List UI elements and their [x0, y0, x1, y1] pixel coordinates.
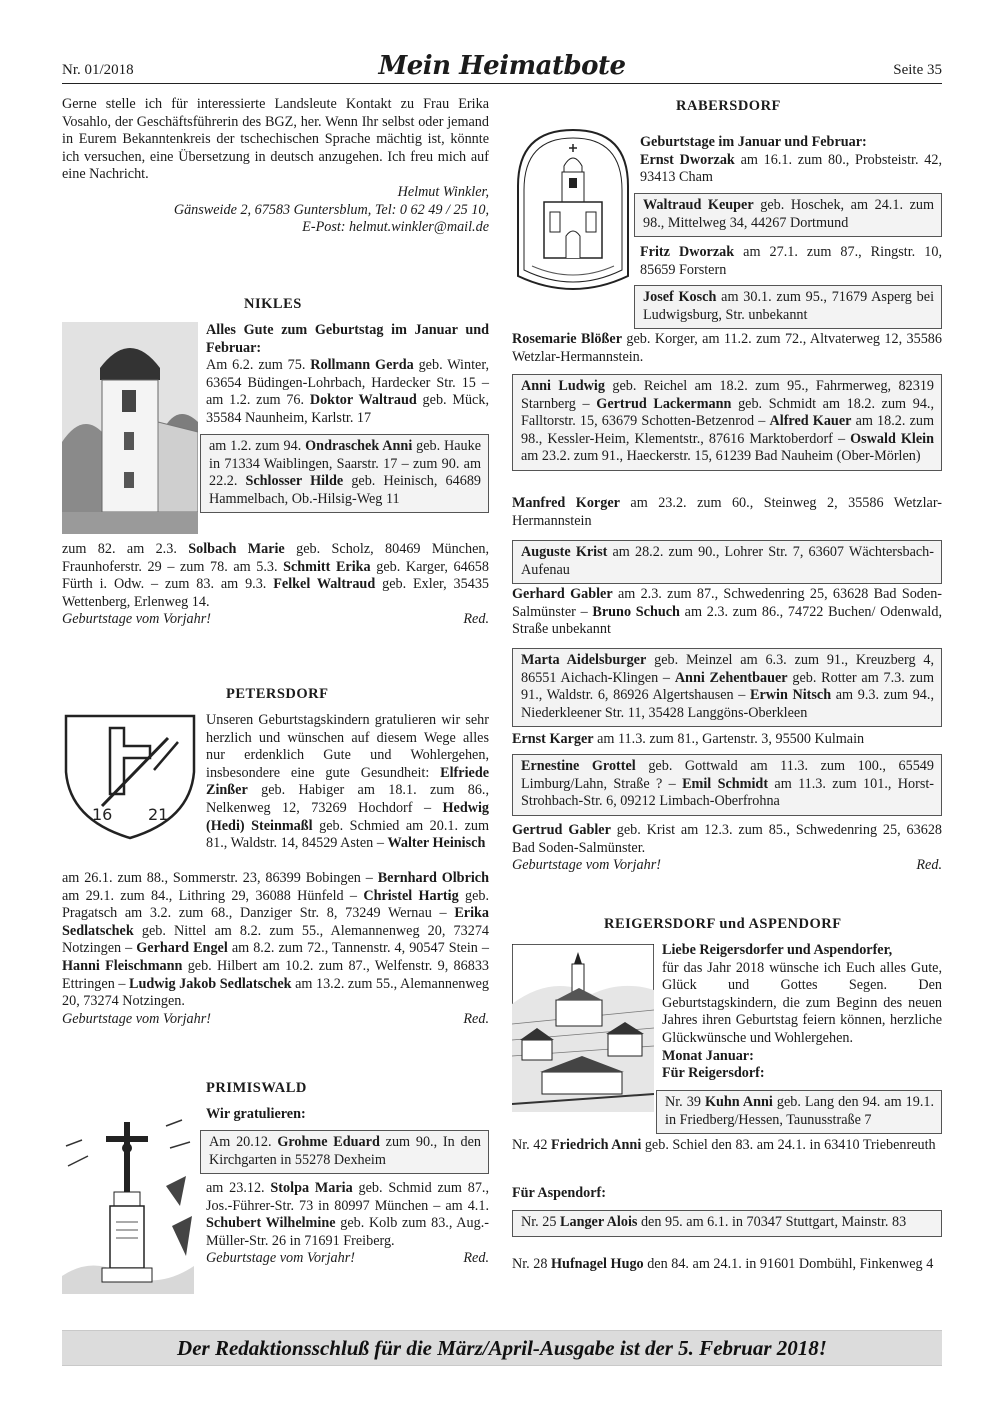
rabersdorf-text: am 9.3. zum 94., Niederkleener Str. 11, 35428 Langgöns-Oberkleen [521, 687, 934, 721]
intro-text: Gerne stelle ich für interessierte Landsleute Kontakt zu Frau Erika Vosahlo, der Geschäftsführerin des BGZ, her. Wenn Ihr selbst oder jemand in Eurem Bekanntenkreis der tschechischen Sprache mächtig ist, könnte ich versuchen, eine Übersetzung in deutsch anzugehen. Ich freu mich auf eine Nachricht. [62, 96, 489, 183]
nikles-name: Rollmann Gerda [310, 357, 414, 374]
primiswald-text: am 23.12. [206, 1180, 265, 1196]
rabersdorf-box-ludwig [512, 374, 942, 471]
rabersdorf-note: Geburtstage vom Vorjahr! [512, 857, 661, 874]
aspendorf-name: Hufnagel Hugo [551, 1256, 644, 1272]
reigersdorf-name: Kuhn Anni [704, 1094, 773, 1110]
reigersdorf-for-aspendorf-wrap [512, 1185, 942, 1203]
petersdorf-text: am 13.2. zum 55., Alemannenweg 20, 73274 Notzingen. [62, 975, 490, 1010]
reigersdorf-text: geb. Lang den 94. am 19.1. in Friedberg/Hessen, Taunusstraße 7 [665, 1094, 935, 1128]
aspendorf-name: Langer Alois [560, 1214, 638, 1230]
rabersdorf-gabler-gertrud [512, 822, 942, 875]
primiswald-name: Schubert Wilhelmine [206, 1215, 336, 1232]
rabersdorf-text: geb. Korger, am 11.2. zum 72., Altvaterweg 12, 35586 Wetzlar-Hermannstein. [512, 331, 942, 365]
rabersdorf-bloesser [512, 331, 942, 366]
petersdorf-text: am 8.2. zum 72., Tannenstr. 4, 90547 Stein – [231, 940, 490, 957]
reigersdorf-heading: Liebe Reigersdorfer und Aspendorfer, [662, 942, 893, 958]
rabersdorf-text: am 16.1. zum 80., Probsteistr. 42, 93413 Cham [640, 151, 943, 186]
rabersdorf-text: geb. Hoschek, am 24.1. zum 98., Mittelweg 34, 44267 Dortmund [643, 197, 935, 231]
aspendorf-box-langer [512, 1210, 942, 1237]
primiswald-name: Stolpa Maria [270, 1180, 353, 1196]
reigersdorf-name: Friedrich Anni [551, 1137, 642, 1153]
rabersdorf-name: Gerhard Gabler [512, 586, 613, 602]
nikles-heading: Alles Gute zum Geburtstag im Januar und Februar: [206, 322, 489, 356]
nikles-name: Felkel Waltraud [273, 576, 376, 593]
rabersdorf-text: am 27.1. zum 87., Ringstr. 10, 85659 Forstern [640, 244, 942, 278]
petersdorf-text: geb. Schmied am 20.1. zum 81., Waldstr. 14, 84529 Asten – [206, 817, 489, 852]
petersdorf-text: Unseren Geburtstagskindern gratulieren wir sehr herzlich und wünschen auf diesem Wege alles nur erdenklich Gute und Wohlergehen, insbesondere eine gute Gesundheit: [206, 712, 489, 781]
rabersdorf-name: Erwin Nitsch [750, 687, 832, 704]
primiswald-name: Grohme Eduard [277, 1134, 380, 1150]
rabersdorf-text: am 2.3. zum 87., Schwedenring 25, 63628 Bad Soden-Salmünster – [512, 586, 943, 620]
rabersdorf-name: Ernst Karger [512, 731, 594, 747]
nikles-text: geb. Karger, 64658 Fürth i. Odw. – zum 83. am 9.3. [62, 558, 489, 593]
nikles-name: Ondraschek Anni [305, 438, 413, 454]
nikles-text: Am 6.2. zum 75. [206, 357, 306, 374]
wayside-cross-drawing [62, 1106, 194, 1294]
rabersdorf-editor: Red. [916, 857, 942, 874]
petersdorf-text: geb. Hilbert am 10.2. zum 87., Welfenstr. 9, 86833 Ettringen – [62, 957, 490, 992]
page-number: Seite 35 [893, 62, 942, 78]
rabersdorf-name: Anni Ludwig [521, 378, 605, 394]
section-title-rabersdorf: RABERSDORF [676, 98, 781, 114]
rabersdorf-text: am 18.2. zum 98., Kessler-Heim, Klementstr., 87616 Marktoberdorf – [521, 413, 935, 447]
reigersdorf-month: Monat Januar: [662, 1047, 754, 1064]
section-title-primiswald: PRIMISWALD [206, 1080, 307, 1096]
intro-signature-address: Gänsweide 2, 67583 Guntersblum, Tel: 0 62 49 / 25 10, [173, 201, 489, 218]
rabersdorf-name: Fritz Dworzak [640, 244, 735, 260]
petersdorf-intro [206, 712, 489, 853]
rabersdorf-text: geb. Gottwald am 11.3. zum 100., 65549 Limburg/Lahn, Straße ? – [521, 758, 934, 792]
nikles-text: geb. Exler, 35435 Wettenberg, Erlenweg 14. [62, 576, 490, 610]
rabersdorf-name: Ernst Dworzak [640, 151, 735, 168]
nikles-text: geb. Mück, 35584 Naunheim, Karlstr. 17 [206, 392, 489, 426]
nikles-name: Doktor Waltraud [309, 392, 417, 409]
rabersdorf-text: am 11.3. zum 81., Gartenstr. 3, 95500 Kulmain [597, 731, 865, 747]
intro-signature-email[interactable]: E-Post: helmut.winkler@mail.de [302, 219, 489, 236]
primiswald-text: geb. Kolb zum 83., Aug.-Müller-Str. 26 in 71691 Freiberg. [206, 1215, 490, 1249]
reigersdorf-greeting: für das Jahr 2018 wünsche ich Euch alles Gute, Glück und Gottes Segen. Den Geburtstagskindern, die zum Beginn des neuen Jahres ihren Geburtstag feiern können, herzliche Glückwünsche und Wohlergehen. [662, 959, 942, 1046]
intro-article [62, 96, 489, 237]
petersdorf-name: Erika Sedlatschek [62, 905, 490, 939]
rabersdorf-text: geb. Reichel am 18.2. zum 95., Fahrmerweg, 82319 Starnberg – [521, 378, 935, 412]
rabersdorf-text: am 2.3. zum 86., 74722 Buchen/ Odenwald, Straße unbekannt [512, 603, 942, 638]
primiswald-list [206, 1180, 489, 1268]
reigersdorf-box-kuhn [656, 1090, 942, 1134]
nikles-name: Schlosser Hilde [245, 473, 344, 490]
rabersdorf-name: Josef Kosch [643, 289, 717, 305]
petersdorf-continued [62, 870, 489, 1028]
rabersdorf-name: Manfred Korger [512, 495, 620, 511]
petersdorf-name: Elfriede Zinßer [206, 764, 490, 799]
newspaper-title: Mein Heimatbote [378, 51, 626, 81]
aspendorf-text: den 84. am 24.1. in 91601 Dombühl, Finkenweg 4 [647, 1256, 934, 1272]
rabersdorf-korger-manfred [512, 495, 942, 530]
issue-number: Nr. 01/2018 [62, 62, 134, 78]
petersdorf-name: Hanni Fleischmann [62, 957, 183, 974]
rabersdorf-box-aidelsburger [512, 648, 942, 727]
petersdorf-text: geb. Pragatsch am 3.2. zum 68., Danziger Str. 8, 73249 Wernau – [62, 887, 490, 922]
primiswald-heading-wrap [206, 1106, 489, 1124]
nikles-text: geb. Winter, 63654 Büdingen-Lohrbach, Hardecker Str. 15 – am 1.2. zum 76. [206, 357, 490, 409]
rabersdorf-text: geb. Krist am 12.3. zum 85., Schwedenring 25, 63628 Bad Soden-Salmünster. [512, 822, 943, 856]
petersdorf-editor: Red. [463, 1010, 489, 1027]
petersdorf-text: am 26.1. zum 88., Sommerstr. 23, 86399 Bobingen – [62, 870, 373, 886]
rabersdorf-dworzak-fritz [640, 244, 942, 279]
petersdorf-name: Ludwig Jakob Sedlatschek [129, 975, 292, 992]
rabersdorf-text: am 11.3. zum 101., Horst-Strohbach-Str. 6, 09212 Limbach-Oberfrohna [521, 775, 935, 810]
rabersdorf-name: Auguste Krist [521, 544, 608, 560]
rabersdorf-box-grottel [512, 754, 942, 816]
deadline-banner: Der Redaktionsschluß für die März/April-Ausgabe ist der 5. Februar 2018! [62, 1330, 942, 1366]
petersdorf-text: geb. Habiger am 18.1. zum 86., Nelkenweg 12, 73269 Hochdorf – [206, 782, 490, 816]
nikles-name: Solbach Marie [188, 541, 285, 557]
nikles-text: am 1.2. zum 94. [209, 438, 302, 454]
rabersdorf-karger [512, 731, 942, 749]
rabersdorf-text: geb. Rotter am 7.3. zum 91., Waldstr. 6, 86926 Algertshausen – [521, 669, 935, 704]
nikles-highlight-box [200, 434, 489, 513]
reigersdorf-friedrich [512, 1137, 942, 1155]
rabersdorf-text: am 23.2. zum 60., Steinweg 2, 35586 Wetzlar-Hermannstein [512, 495, 942, 529]
aspendorf-text: den 95. am 6.1. in 70347 Stuttgart, Mainstr. 83 [640, 1214, 907, 1230]
reigersdorf-for-aspendorf: Für Aspendorf: [512, 1185, 606, 1201]
petersdorf-text: am 29.1. zum 84., Lithring 29, 36088 Hünfeld – [62, 887, 358, 904]
rabersdorf-gabler-schuch [512, 586, 942, 639]
rabersdorf-name: Emil Schmidt [682, 775, 769, 792]
rabersdorf-text: am 30.1. zum 95., 71679 Asperg bei Ludwigsburg, Str. unbekannt [643, 289, 935, 323]
petersdorf-name: Christel Hartig [363, 887, 459, 904]
petersdorf-name: Gerhard Engel [136, 940, 228, 957]
petersdorf-crest [62, 712, 198, 842]
petersdorf-name: Bernhard Olbrich [377, 870, 489, 886]
reigersdorf-text: Nr. 39 [665, 1094, 701, 1110]
page-header [62, 51, 942, 84]
rabersdorf-name: Oswald Klein [850, 430, 934, 447]
primiswald-text: zum 90., In den Kirchgarten in 55278 Dexheim [209, 1134, 482, 1168]
rabersdorf-intro [640, 134, 942, 187]
section-title-reigersdorf: REIGERSDORF und ASPENDORF [604, 916, 842, 932]
section-title-nikles: NIKLES [244, 296, 302, 312]
section-title-petersdorf: PETERSDORF [226, 686, 329, 702]
rabersdorf-name: Marta Aidelsburger [521, 652, 647, 668]
rabersdorf-heading: Geburtstage im Januar und Februar: [640, 134, 867, 150]
reigersdorf-text: Nr. 42 [512, 1137, 548, 1153]
crest-year-right: 21 [148, 805, 169, 824]
petersdorf-name: Hedwig (Hedi) Steinmaßl [206, 799, 490, 834]
primiswald-text: Am 20.12. [209, 1134, 272, 1150]
nikles-note: Geburtstage vom Vorjahr! [62, 611, 211, 628]
crest-year-left: 16 [92, 805, 113, 824]
reigersdorf-intro [662, 942, 942, 1083]
reigersdorf-text: geb. Schiel den 83. am 24.1. in 63410 Triebenreuth [644, 1137, 936, 1153]
aspendorf-text: Nr. 28 [512, 1256, 548, 1272]
primiswald-note: Geburtstage vom Vorjahr! [206, 1250, 355, 1267]
primiswald-editor: Red. [463, 1250, 489, 1267]
reigersdorf-village-drawing [512, 944, 654, 1112]
reigersdorf-for-reigersdorf: Für Reigersdorf: [662, 1065, 765, 1082]
rabersdorf-name: Gertrud Lackermann [596, 395, 732, 412]
nikles-editor: Red. [463, 611, 489, 628]
nikles-name: Schmitt Erika [283, 558, 371, 575]
petersdorf-name: Walter Heinisch [387, 835, 486, 852]
rabersdorf-church-drawing [512, 126, 634, 298]
rabersdorf-text: geb. Meinzel am 6.3. zum 91., Kreuzberg 4, 86551 Aichach-Klingen – [521, 652, 935, 686]
rabersdorf-text: geb. Schmidt am 18.2. zum 94., Falltorstr. 15, 63679 Schotten-Betzenrod – [521, 395, 935, 430]
aspendorf-text: Nr. 25 [521, 1214, 557, 1230]
rabersdorf-name: Bruno Schuch [592, 603, 680, 620]
rabersdorf-name: Alfred Kauer [769, 413, 852, 430]
rabersdorf-name: Waltraud Keuper [643, 197, 754, 213]
church-tower-photo [62, 322, 198, 534]
rabersdorf-name: Anni Zehentbauer [674, 669, 788, 686]
nikles-text: zum 82. am 2.3. [62, 541, 177, 557]
rabersdorf-text: am 23.2. zum 91., Haeckerstr. 15, 61239 Bad Nauheim (Ober-Mörlen) [521, 448, 921, 465]
rabersdorf-text: am 28.2. zum 90., Lohrer Str. 7, 63607 Wächtersbach-Aufenau [521, 544, 934, 578]
nikles-text: geb. Heinisch, 64689 Hammelbach, Ob.-Hilsig-Weg 11 [209, 473, 482, 507]
intro-signature-name: Helmut Winkler, [397, 183, 489, 200]
petersdorf-note: Geburtstage vom Vorjahr! [62, 1010, 211, 1027]
primiswald-text: geb. Schmid zum 87., Jos.-Führer-Str. 73 in 80997 München – am 4.1. [206, 1180, 490, 1214]
rabersdorf-name: Rosemarie Blößer [512, 331, 622, 347]
rabersdorf-box-krist [512, 540, 942, 584]
nikles-intro [206, 322, 489, 428]
nikles-text: geb. Scholz, 80469 München, Fraunhoferstr. 29 – zum 78. am 5.3. [62, 541, 490, 575]
nikles-text: geb. Hauke in 71334 Waiblingen, Saarstr. 17 – zum 90. am 22.2. [209, 438, 482, 490]
primiswald-highlight-box [200, 1130, 489, 1174]
rabersdorf-box-kosch [634, 285, 942, 329]
nikles-continued [62, 541, 489, 629]
petersdorf-text: geb. Nittel am 8.2. zum 55., Alemannenweg 20, 73274 Notzingen – [62, 922, 490, 957]
rabersdorf-name: Gertrud Gabler [512, 822, 611, 838]
primiswald-heading: Wir gratulieren: [206, 1106, 306, 1122]
rabersdorf-box-keuper [634, 193, 942, 237]
rabersdorf-name: Ernestine Grottel [521, 758, 636, 774]
aspendorf-hufnagel [512, 1256, 942, 1274]
